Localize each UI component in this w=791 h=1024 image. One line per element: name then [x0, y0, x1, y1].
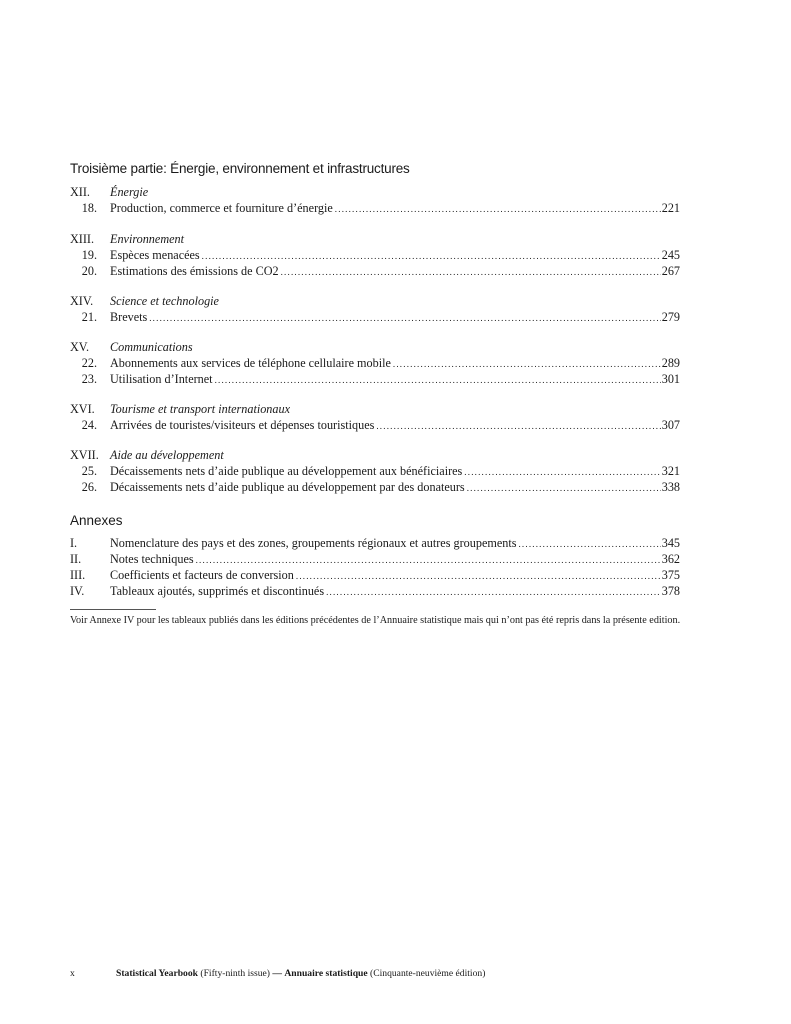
dot-leader	[196, 552, 661, 568]
entry-page: 279	[661, 310, 680, 324]
toc-entry[interactable]	[70, 371, 680, 387]
annex-title: Notes techniques	[110, 552, 194, 566]
issue-fr: (Cinquante-neuvième édition)	[370, 968, 486, 979]
chapter-number: XV.	[70, 340, 90, 354]
chapter-number: XVI.	[70, 402, 95, 416]
entry-number: 24.	[81, 418, 97, 432]
dot-leader	[215, 372, 661, 388]
entry-number: 19.	[81, 248, 97, 262]
toc-entry[interactable]	[70, 417, 680, 433]
dot-leader	[281, 264, 661, 280]
entry-page: 221	[661, 201, 680, 215]
entry-title: Décaissements nets d’aide publique au développement par des donateurs	[110, 480, 465, 494]
toc-entry[interactable]	[70, 309, 680, 325]
chapter-heading	[70, 447, 680, 463]
entry-number: 23.	[81, 372, 97, 386]
entry-page: 289	[661, 356, 680, 370]
chapter-title: Tourisme et transport internationaux	[110, 402, 291, 416]
footnote-rule	[70, 609, 156, 610]
annex-entry[interactable]	[70, 551, 680, 567]
chapter-title: Science et technologie	[110, 294, 219, 308]
entry-title: Espèces menacées	[110, 248, 200, 262]
footer-dash: —	[272, 968, 282, 979]
footnote: Voir Annexe IV pour les tableaux publiés dans les éditions précédentes de l’Annuaire statistique mais qui n’ont pas été repris dans la présente edition.	[70, 615, 681, 626]
annexes-heading: Annexes	[70, 513, 123, 528]
chapter-heading	[70, 184, 680, 200]
entry-page: 321	[661, 464, 680, 478]
entry-title: Décaissements nets d’aide publique au développement aux bénéficiaires	[110, 464, 463, 478]
chapter-heading	[70, 339, 680, 355]
entry-title: Brevets	[110, 310, 148, 324]
annex-number: III.	[70, 568, 86, 582]
annex-title: Coefficients et facteurs de conversion	[110, 568, 294, 582]
annex-number: I.	[70, 536, 78, 550]
chapter-heading	[70, 231, 680, 247]
toc-entry[interactable]	[70, 247, 680, 263]
entry-page: 301	[661, 372, 680, 386]
entry-page: 245	[661, 248, 680, 262]
annex-number: II.	[70, 552, 82, 566]
chapter-number: XVII.	[70, 448, 99, 462]
chapter-number: XIII.	[70, 232, 95, 246]
page-number: x	[70, 968, 75, 979]
chapter-heading	[70, 401, 680, 417]
dot-leader	[326, 584, 661, 600]
chapter-heading	[70, 293, 680, 309]
chapter-number: XII.	[70, 185, 90, 199]
dot-leader	[376, 418, 660, 434]
dot-leader	[202, 248, 661, 264]
chapter-title: Communications	[110, 340, 193, 354]
book-title-fr: Annuaire statistique	[284, 968, 368, 979]
annex-number: IV.	[70, 584, 85, 598]
annex-page: 345	[661, 536, 680, 550]
toc-entry[interactable]	[70, 200, 680, 216]
annex-entry[interactable]	[70, 567, 680, 583]
entry-number: 25.	[81, 464, 97, 478]
page-title: Troisième partie: Énergie, environnement et infrastructures	[70, 161, 410, 176]
chapter-title: Énergie	[110, 185, 149, 199]
dot-leader	[335, 201, 661, 217]
dot-leader	[149, 310, 660, 326]
entry-number: 26.	[81, 480, 97, 494]
annex-title: Nomenclature des pays et des zones, groupements régionaux et autres groupements	[110, 536, 517, 550]
annex-title: Tableaux ajoutés, supprimés et discontinués	[110, 584, 325, 598]
dot-leader	[464, 464, 660, 480]
entry-title: Abonnements aux services de téléphone cellulaire mobile	[110, 356, 391, 370]
book-title-en: Statistical Yearbook	[116, 968, 198, 979]
entry-title: Production, commerce et fourniture d’énergie	[110, 201, 333, 215]
dot-leader	[296, 568, 661, 584]
annex-entry[interactable]	[70, 583, 680, 599]
dot-leader	[467, 480, 661, 496]
entry-page: 307	[661, 418, 680, 432]
chapter-number: XIV.	[70, 294, 94, 308]
toc-entry[interactable]	[70, 263, 680, 279]
entry-title: Arrivées de touristes/visiteurs et dépenses touristiques	[110, 418, 375, 432]
entry-number: 21.	[81, 310, 97, 324]
entry-page: 267	[661, 264, 680, 278]
toc-entry[interactable]	[70, 479, 680, 495]
entry-page: 338	[661, 480, 680, 494]
entry-title: Estimations des émissions de CO2	[110, 264, 279, 278]
entry-number: 20.	[81, 264, 97, 278]
toc-entry[interactable]	[70, 463, 680, 479]
toc-entry[interactable]	[70, 355, 680, 371]
dot-leader	[518, 536, 660, 552]
chapter-title: Environnement	[110, 232, 185, 246]
entry-title: Utilisation d’Internet	[110, 372, 213, 386]
entry-number: 22.	[81, 356, 97, 370]
annex-page: 362	[661, 552, 680, 566]
annex-page: 375	[661, 568, 680, 582]
running-footer-text	[116, 968, 485, 980]
dot-leader	[393, 356, 661, 372]
chapter-title: Aide au développement	[110, 448, 224, 462]
annex-page: 378	[661, 584, 680, 598]
annex-entry[interactable]	[70, 535, 680, 551]
issue-en: (Fifty-ninth issue)	[200, 968, 270, 979]
entry-number: 18.	[81, 201, 97, 215]
